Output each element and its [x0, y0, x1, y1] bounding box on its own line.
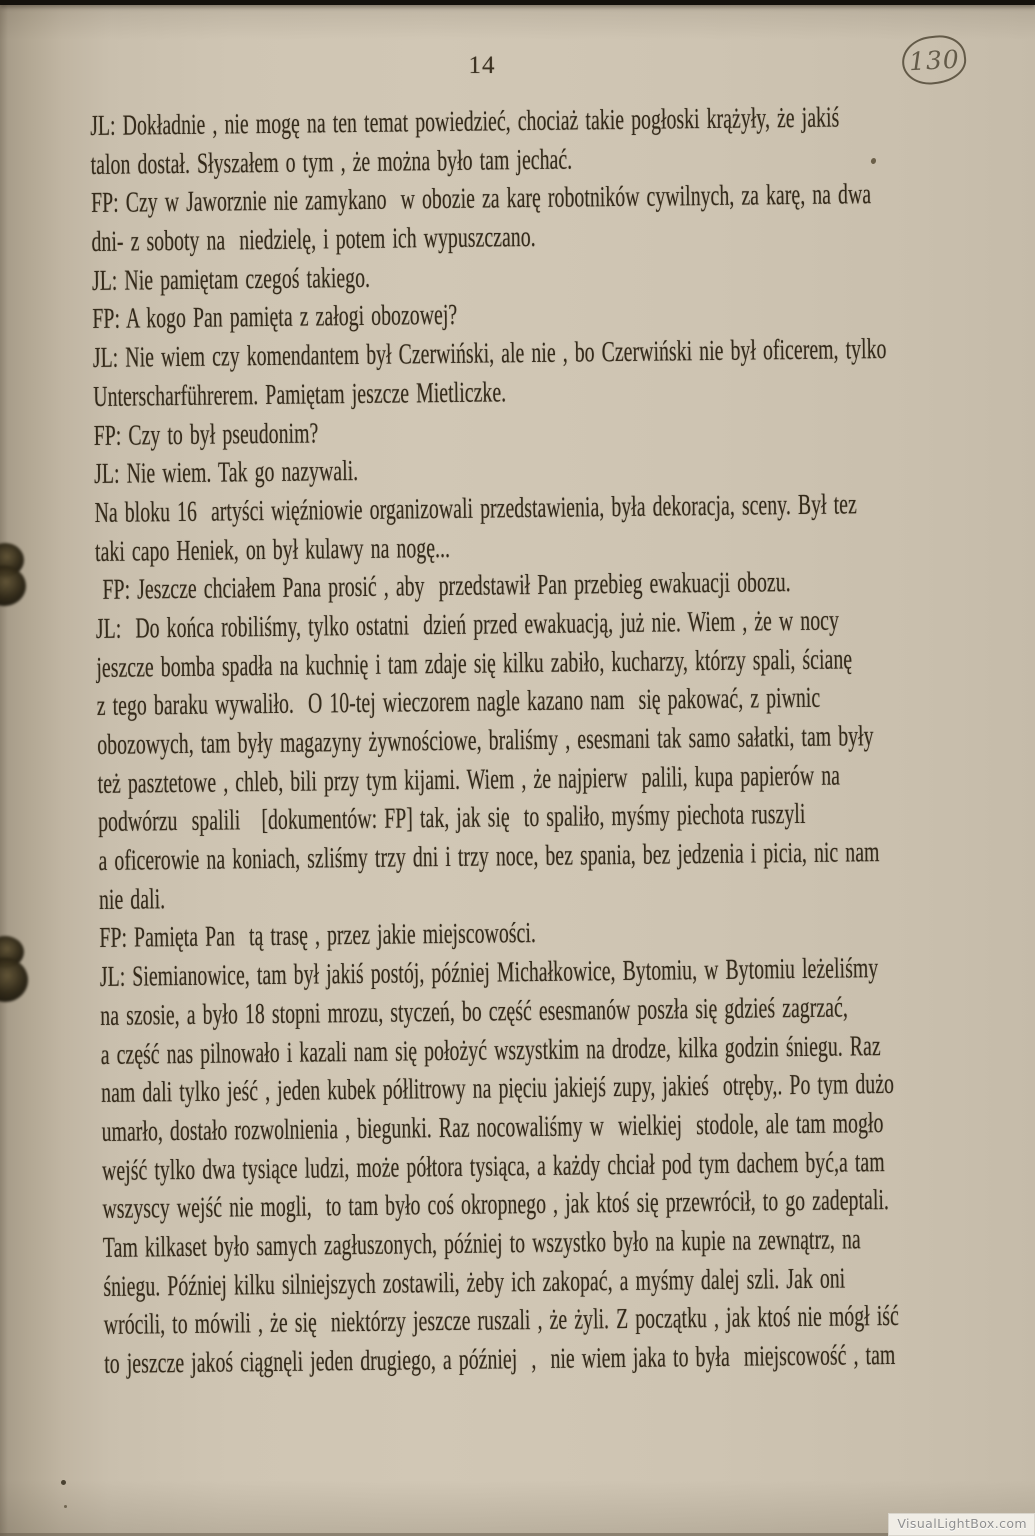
transcript-line: JL: Siemianowice, tam był jakiś postój, później Michałkowice, Bytomiu, w Bytomiu leżeliśmy	[99, 952, 879, 994]
transcript-line: a oficerowie na koniach, szliśmy trzy dni i trzy noce, bez spania, bez jedzenia i picia, nic nam	[98, 836, 880, 878]
transcript-line: taki capo Heniek, on był kulawy na nogę...	[94, 531, 451, 568]
transcript-line: jeszcze bomba spadła na kuchnię i tam zdaje się kilku zabiło, kucharzy, którzy spali, ścianę	[96, 643, 853, 684]
ink-blot	[0, 566, 26, 606]
transcript-line: nie dali.	[98, 882, 166, 916]
handwritten-page-mark	[899, 32, 968, 87]
transcript-line: dni- z soboty na niedzielę, i potem ich wypuszczano.	[91, 221, 536, 259]
transcript-line: FP: Czy w Jaworznie nie zamykano w obozie za karę robotników cywilnych, za karę, na dwa	[90, 178, 872, 220]
transcript-line: a część nas pilnowało i kazali nam się położyć wszystkim na drodze, kilka godzin śniegu. Raz	[100, 1029, 881, 1071]
transcript-line: FP: Pamięta Pan tą trasę , przez jakie miejscowości.	[99, 917, 537, 955]
transcript-line: nam dali tylko jeść , jeden kubek półlitrowy na pięciu jakiejś zupy, jakieś otręby,. Po tym dużo	[101, 1068, 895, 1110]
transcript-line: FP: Czy to był pseudonim?	[93, 416, 319, 452]
watermark-label: VisualLightBox.com	[888, 1513, 1035, 1536]
paper-speck	[61, 1480, 66, 1485]
transcript-line: podwórzu spalili [dokumentów: FP] tak, jak się to spaliło, myśmy piechota ruszyli	[97, 798, 806, 839]
transcript-line: JL: Nie pamiętam czegoś takiego.	[91, 261, 371, 297]
transcript-line: też pasztetowe , chleb, bili przy tym kijami. Wiem , że najpierw palili, kupa papierów na	[97, 759, 841, 800]
transcript-line: FP: A kogo Pan pamięta z załogi obozowej?	[92, 299, 458, 336]
transcript-line: JL: Nie wiem czy komendantem był Czerwiński, ale nie , bo Czerwiński nie był oficerem, tylko	[92, 333, 887, 375]
ink-blot	[0, 958, 28, 1002]
transcript-line: talon dostał. Słyszałem o tym , że można było tam jechać.	[90, 143, 573, 181]
transcript-line: Unterscharführerem. Pamiętam jeszcze Mietliczke.	[93, 376, 507, 413]
transcript-line: śniegu. Później kilku silniejszych zostawili, żeby ich zakopać, a myśmy dalej szli. Jak oni	[103, 1262, 846, 1303]
handwritten-number: 130	[907, 44, 961, 76]
scan-edge-top	[0, 0, 1035, 5]
paper-speck	[64, 1505, 67, 1508]
transcript-line: to jeszcze jakoś ciągnęli jeden drugiego, a później , nie wiem jaka to była miejscowość , tam	[104, 1338, 896, 1380]
transcript-line: JL: Nie wiem. Tak go nazywali.	[93, 455, 359, 491]
page-number: 14	[468, 52, 496, 79]
transcript-line: JL: Do końca robiliśmy, tylko ostatni dzień przed ewakuacją, już nie. Wiem , że w nocy	[95, 604, 840, 645]
transcript-line: na szosie, a było 18 stopni mrozu, styczeń, bo część esesmanów poszła się gdzieś zagrzać,	[100, 991, 849, 1032]
transcript-line: wejść tylko dwa tysiące ludzi, może półtora tysiąca, a każdy chciał pod tym dachem być,a tam	[101, 1145, 885, 1187]
transcript-line: wrócili, to mówili , że się niektórzy jeszcze ruszali , że żyli. Z początku , jak ktoś nie mógł iść	[103, 1300, 900, 1342]
transcript-line: z tego baraku wywaliło. O 10-tej wieczorem nagle kazano nam się pakować, z piwnic	[96, 682, 821, 723]
transcript-line: obozowych, tam były magazyny żywnościowe, braliśmy , esesmani tak samo sałatki, tam były	[97, 720, 874, 761]
transcript-line: Tam kilkaset było samych zagłuszonych, później to wszystko było na kupie na zewnątrz, na	[102, 1223, 861, 1264]
transcript-line: FP: Jeszcze chciałem Pana prosić , aby przedstawił Pan przebieg ewakuacji obozu.	[95, 566, 791, 607]
transcript-line: Na bloku 16 artyści więźniowie organizowali przedstawienia, była dekoracja, sceny. Był tez	[94, 488, 857, 529]
transcript-line: umarło, dostało rozwolnienia , biegunki. Raz nocowaliśmy w wielkiej stodole, ale tam mogło	[101, 1106, 884, 1148]
transcript-line: JL: Dokładnie , nie mogę na ten temat powiedzieć, chociaż takie pogłoski krążyły, że jakiś	[90, 101, 840, 142]
transcript-text-block	[90, 96, 1035, 1384]
transcript-line: wszyscy wejść nie mogli, to tam było coś okropnego , jak ktoś się przewrócił, to go zadeptali.	[102, 1184, 890, 1226]
